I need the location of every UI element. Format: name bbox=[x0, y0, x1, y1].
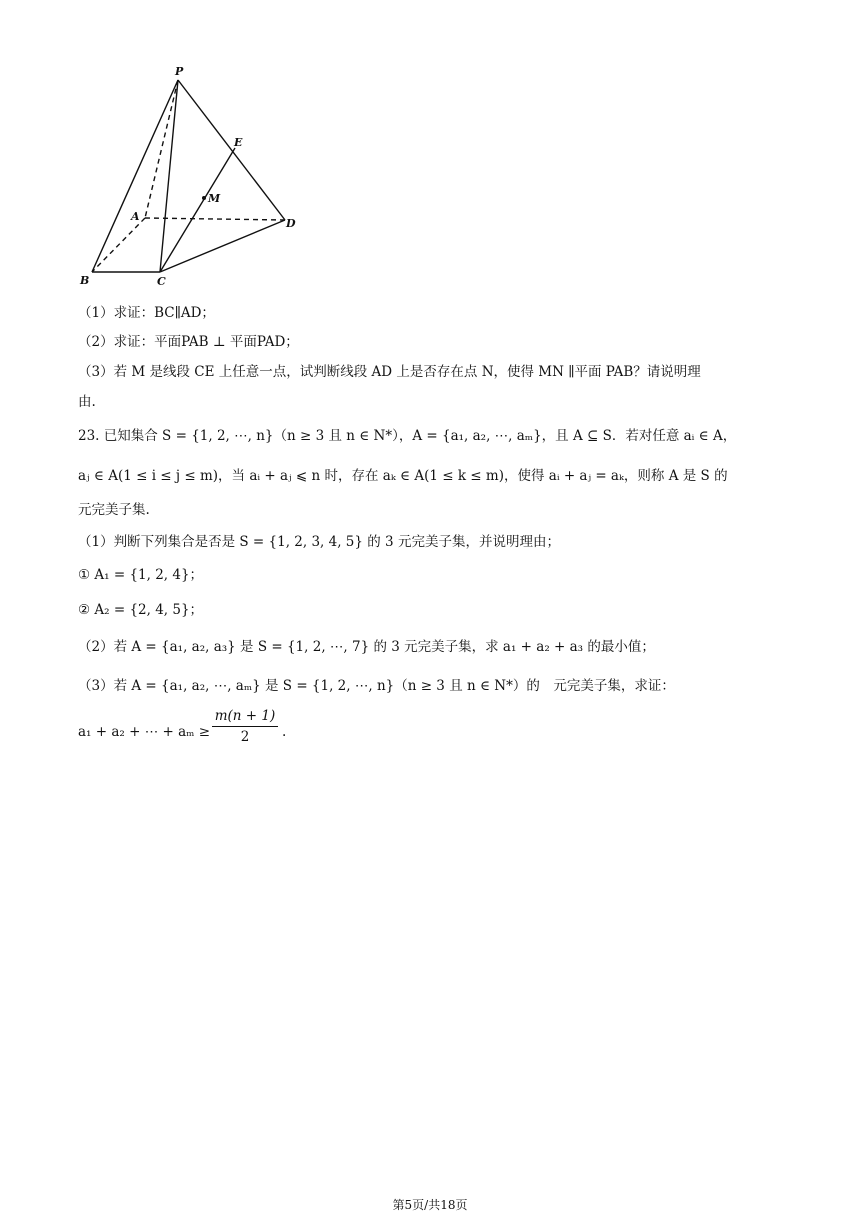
q23-inequality-end: . bbox=[282, 724, 287, 740]
q22-part3-cont: 由. bbox=[78, 394, 96, 410]
point-M bbox=[202, 196, 206, 200]
label-P: P bbox=[175, 65, 184, 78]
label-C: C bbox=[157, 275, 166, 288]
pyramid-figure bbox=[70, 60, 310, 295]
edge-PD bbox=[178, 80, 285, 220]
q23-stem-line1: 23. 已知集合 S = {1, 2, ⋯, n}（n ≥ 3 且 n ∈ N*），A = {a₁, a₂, ⋯, aₘ}，且 A ⊆ S．若对任意 aᵢ ∈ A， bbox=[78, 428, 737, 444]
q22-part1: （1）求证：BC∥AD； bbox=[78, 305, 215, 321]
label-E: E bbox=[234, 136, 243, 149]
q23-choice2: ② A₂ = {2, 4, 5}； bbox=[78, 602, 204, 618]
edge-CE bbox=[160, 148, 235, 272]
label-D: D bbox=[286, 217, 296, 230]
label-B: B bbox=[80, 274, 90, 287]
edge-CD bbox=[160, 220, 285, 272]
q23-part2: （2）若 A = {a₁, a₂, a₃} 是 S = {1, 2, ⋯, 7} 的 3 元完美子集，求 a₁ + a₂ + a₃ 的最小值； bbox=[78, 639, 655, 655]
label-A: A bbox=[131, 210, 140, 223]
q23-choice1: ① A₁ = {1, 2, 4}； bbox=[78, 567, 204, 583]
q22-part3: （3）若 M 是线段 CE 上任意一点，试判断线段 AD 上是否存在点 N，使得 MN ∥平面 PAB？请说明理 bbox=[78, 364, 701, 380]
edge-PC bbox=[160, 80, 178, 272]
q23-stem-line3: 元完美子集. bbox=[78, 502, 150, 518]
edge-AB bbox=[92, 218, 145, 272]
q23-stem-line2: aⱼ ∈ A(1 ≤ i ≤ j ≤ m)，当 aᵢ + aⱼ ⩽ n 时，存在 aₖ ∈ A(1 ≤ k ≤ m)，使得 aᵢ + aⱼ = aₖ，则称 A 是 S 的 bbox=[78, 468, 728, 484]
q23-part3: （3）若 A = {a₁, a₂, ⋯, aₘ} 是 S = {1, 2, ⋯, n}（n ≥ 3 且 n ∈ N*）的 元完美子集，求证： bbox=[78, 678, 675, 694]
q23-inequality-left: a₁ + a₂ + ⋯ + aₘ ≥ bbox=[78, 724, 211, 740]
q22-part2: （2）求证：平面PAB ⊥ 平面PAD； bbox=[78, 334, 299, 350]
edge-PB bbox=[92, 80, 178, 272]
fraction-denominator: 2 bbox=[240, 729, 250, 745]
label-M: M bbox=[208, 192, 221, 205]
edge-AD bbox=[145, 218, 285, 220]
q23-inequality-fraction bbox=[212, 708, 278, 745]
page-footer: 第5页/共18页 bbox=[392, 1198, 468, 1212]
edge-PA bbox=[145, 80, 178, 218]
fraction-numerator: m(n + 1) bbox=[212, 708, 278, 727]
q23-part1: （1）判断下列集合是否是 S = {1, 2, 3, 4, 5} 的 3 元完美子集，并说明理由； bbox=[78, 534, 560, 550]
